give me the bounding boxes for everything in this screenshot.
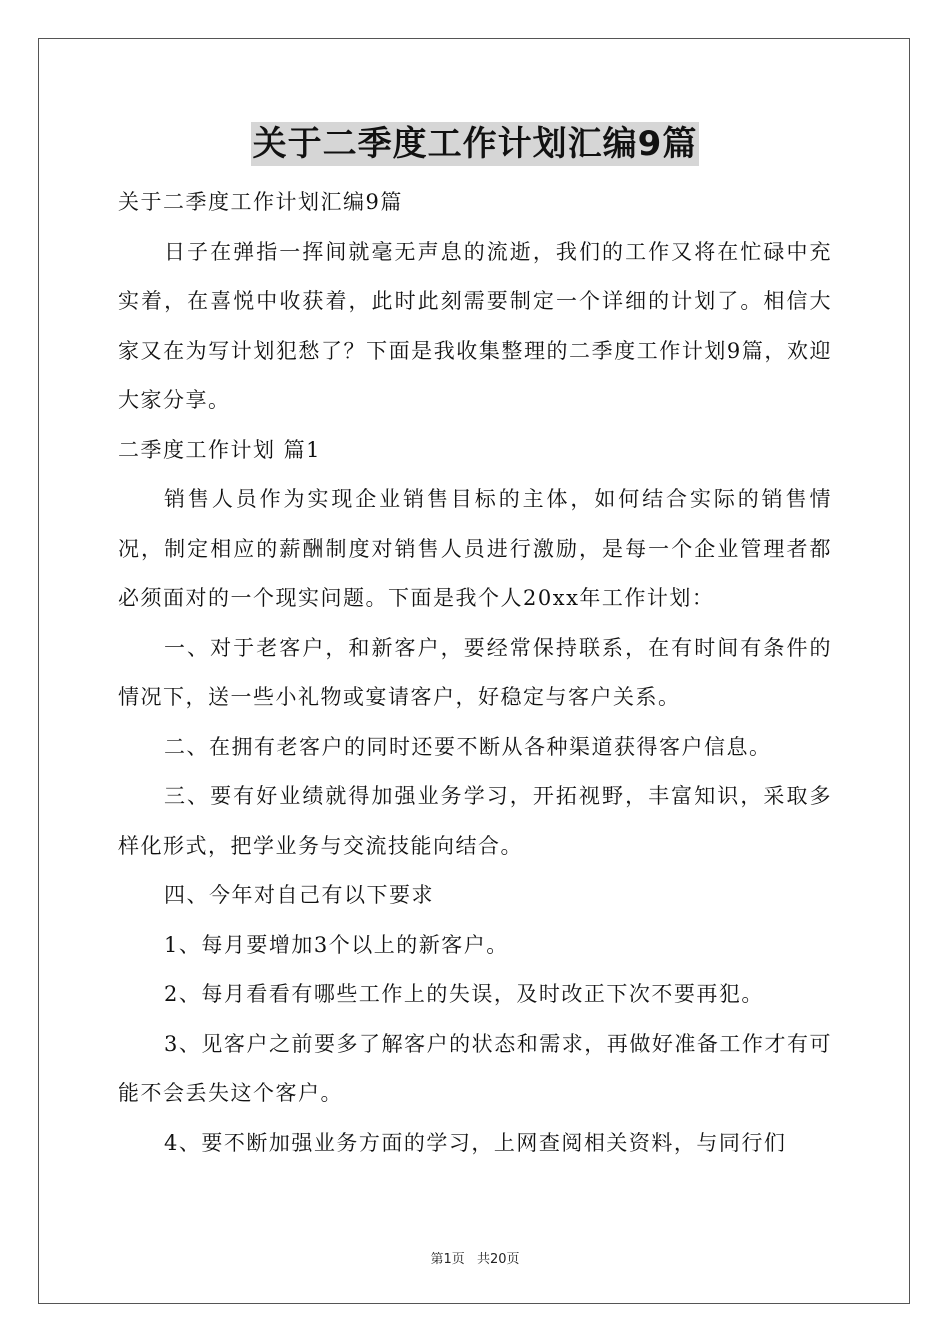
body-paragraph: 一、对于老客户，和新客户，要经常保持联系，在有时间有条件的情况下，送一些小礼物或宴请客户，好稳定与客户关系。 xyxy=(118,635,832,709)
page-footer xyxy=(0,1248,950,1267)
intro-paragraph: 日子在弹指一挥间就毫无声息的流逝，我们的工作又将在忙碌中充实着，在喜悦中收获着，此时此刻需要制定一个详细的计划了。相信大家又在为写计划犯愁了？下面是我收集整理的二季度工作计划9篇，欢迎大家分享。 xyxy=(118,239,832,412)
section-heading: 二季度工作计划 篇1 xyxy=(118,437,322,462)
list-item: 2、每月看看有哪些工作上的失误，及时改正下次不要再犯。 xyxy=(164,982,764,1006)
page-total: 共20页 xyxy=(476,1252,520,1267)
list-item: 4、要不断加强业务方面的学习，上网查阅相关资料，与同行们 xyxy=(164,1130,787,1155)
subtitle-line: 关于二季度工作计划汇编9篇 xyxy=(118,190,403,214)
document-body xyxy=(118,178,832,1168)
list-item: 1、每月要增加3个以上的新客户。 xyxy=(164,932,509,957)
title-area xyxy=(0,122,950,166)
document-title: 关于二季度工作计划汇编9篇 xyxy=(252,124,698,164)
body-paragraph: 四、今年对自己有以下要求 xyxy=(164,883,434,907)
list-item: 3、见客户之前要多了解客户的状态和需求，再做好准备工作才有可能不会丢失这个客户。 xyxy=(118,1031,832,1105)
body-paragraph: 二、在拥有老客户的同时还要不断从各种渠道获得客户信息。 xyxy=(164,734,772,759)
page-number: 第1页 xyxy=(430,1252,465,1267)
body-paragraph: 销售人员作为实现企业销售目标的主体，如何结合实际的销售情况，制定相应的薪酬制度对销售人员进行激励，是每一个企业管理者都必须面对的一个现实问题。下面是我个人20xx年工作计划： xyxy=(118,487,832,610)
body-paragraph: 三、要有好业绩就得加强业务学习，开拓视野，丰富知识，采取多样化形式，把学业务与交流技能向结合。 xyxy=(118,784,832,858)
